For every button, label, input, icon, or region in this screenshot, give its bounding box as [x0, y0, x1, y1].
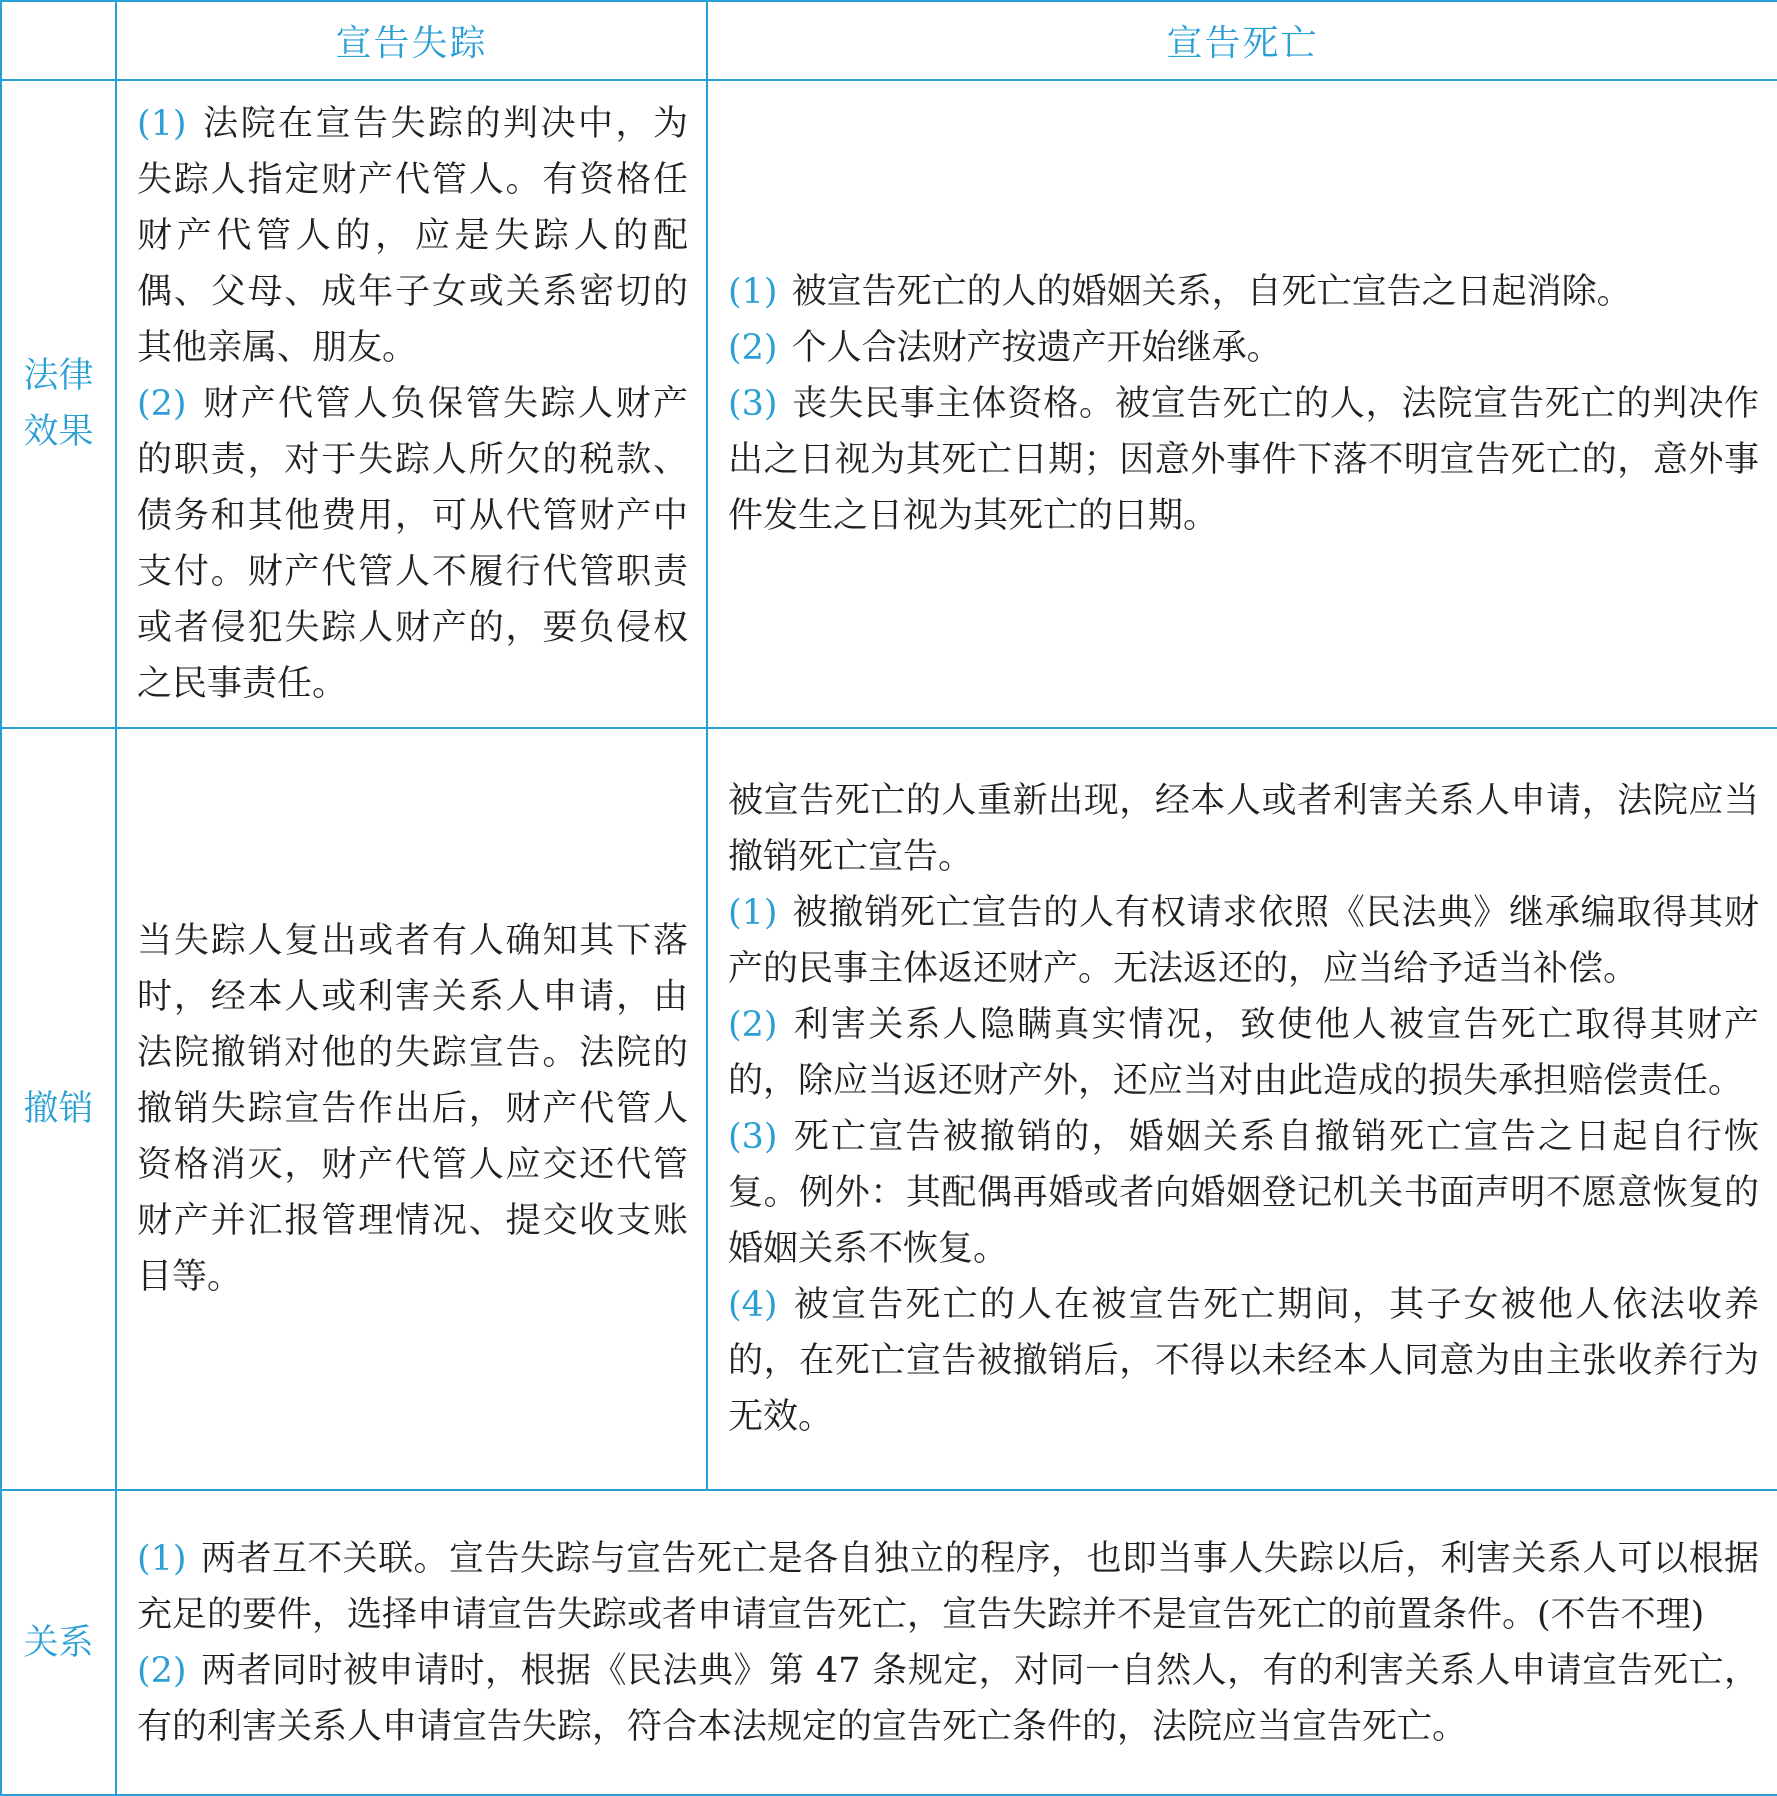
item-text: 被宣告死亡的人在被宣告死亡期间，其子女被他人依法收养的，在死亡宣告被撤销后，不得以未经本人同意为由主张收养行为无效。 [728, 1285, 1759, 1437]
item-text: 被撤销死亡宣告的人有权请求依照《民法典》继承编取得其财产的民事主体返还财产。无法返还的，应当给予适当补偿。 [728, 893, 1759, 989]
item-number: (4) [728, 1285, 778, 1325]
corner-cell [1, 1, 116, 80]
row-label-revocation: 撤销 [1, 728, 116, 1490]
item-number: (3) [728, 384, 778, 424]
item-number: (2) [728, 328, 778, 368]
header-row [1, 1, 1777, 80]
cell-relation [116, 1490, 1777, 1795]
item-text: 丧失民事主体资格。被宣告死亡的人，法院宣告死亡的判决作出之日视为其死亡日期；因意外事件下落不明宣告死亡的，意外事件发生之日视为其死亡的日期。 [728, 384, 1759, 536]
header-declare-missing: 宣告失踪 [116, 1, 707, 80]
item-number: (2) [137, 384, 187, 424]
item-text: 财产代管人负保管失踪人财产的职责，对于失踪人所欠的税款、债务和其他费用，可从代管财产中支付。财产代管人不履行代管职责或者侵犯失踪人财产的，要负侵权之民事责任。 [137, 384, 688, 704]
cell-revocation-missing [116, 728, 707, 1490]
item-text: 两者互不关联。宣告失踪与宣告死亡是各自独立的程序，也即当事人失踪以后，利害关系人可以根据充足的要件，选择申请宣告失踪或者申请宣告死亡，宣告失踪并不是宣告死亡的前置条件。(不告不理) [137, 1538, 1759, 1635]
item-text: 法院在宣告失踪的判决中，为失踪人指定财产代管人。有资格任财产代管人的，应是失踪人的配偶、父母、成年子女或关系密切的其他亲属、朋友。 [137, 104, 688, 368]
list-item [728, 376, 1759, 544]
item-number: (1) [137, 104, 187, 144]
row-revocation [1, 728, 1777, 1490]
list-item [728, 885, 1759, 997]
row-label-legal-effect [1, 80, 116, 728]
label-line-1: 法律 [23, 356, 94, 396]
item-number: (1) [728, 272, 778, 312]
list-item [137, 376, 688, 712]
item-number: (1) [137, 1538, 187, 1579]
list-item [137, 1531, 1759, 1643]
list-item [728, 320, 1759, 376]
item-number: (2) [137, 1650, 187, 1691]
item-number: (3) [728, 1117, 778, 1157]
row-relation [1, 1490, 1777, 1795]
label-line-2: 效果 [23, 412, 94, 452]
list-item [137, 96, 688, 376]
paragraph: 当失踪人复出或者有人确知其下落时，经本人或利害关系人申请，由法院撤销对他的失踪宣告。法院的撤销失踪宣告作出后，财产代管人资格消灭，财产代管人应交还代管财产并汇报管理情况、提交收支账目等。 [137, 921, 688, 1297]
item-text: 死亡宣告被撤销的，婚姻关系自撤销死亡宣告之日起自行恢复。例外：其配偶再婚或者向婚姻登记机关书面声明不愿意恢复的婚姻关系不恢复。 [728, 1117, 1759, 1269]
intro-paragraph: 被宣告死亡的人重新出现，经本人或者利害关系人申请，法院应当撤销死亡宣告。 [728, 781, 1759, 877]
item-text: 个人合法财产按遗产开始继承。 [791, 328, 1282, 368]
cell-legal-effect-missing [116, 80, 707, 728]
list-item [137, 1643, 1759, 1755]
row-label-relation: 关系 [1, 1490, 116, 1795]
item-number: (2) [728, 1005, 778, 1045]
header-declare-death: 宣告死亡 [707, 1, 1777, 80]
row-legal-effect [1, 80, 1777, 728]
item-number: (1) [728, 893, 778, 933]
list-item [728, 1109, 1759, 1277]
list-item [728, 997, 1759, 1109]
cell-legal-effect-death [707, 80, 1777, 728]
item-text: 被宣告死亡的人的婚姻关系，自死亡宣告之日起消除。 [791, 272, 1632, 312]
item-text: 利害关系人隐瞒真实情况，致使他人被宣告死亡取得其财产的，除应当返还财产外，还应当对由此造成的损失承担赔偿责任。 [728, 1005, 1759, 1101]
item-text: 两者同时被申请时，根据《民法典》第 47 条规定，对同一自然人，有的利害关系人申请宣告死亡，有的利害关系人申请宣告失踪，符合本法规定的宣告死亡条件的，法院应当宣告死亡。 [137, 1650, 1759, 1747]
list-item [728, 1277, 1759, 1445]
cell-revocation-death [707, 728, 1777, 1490]
list-item [728, 264, 1759, 320]
